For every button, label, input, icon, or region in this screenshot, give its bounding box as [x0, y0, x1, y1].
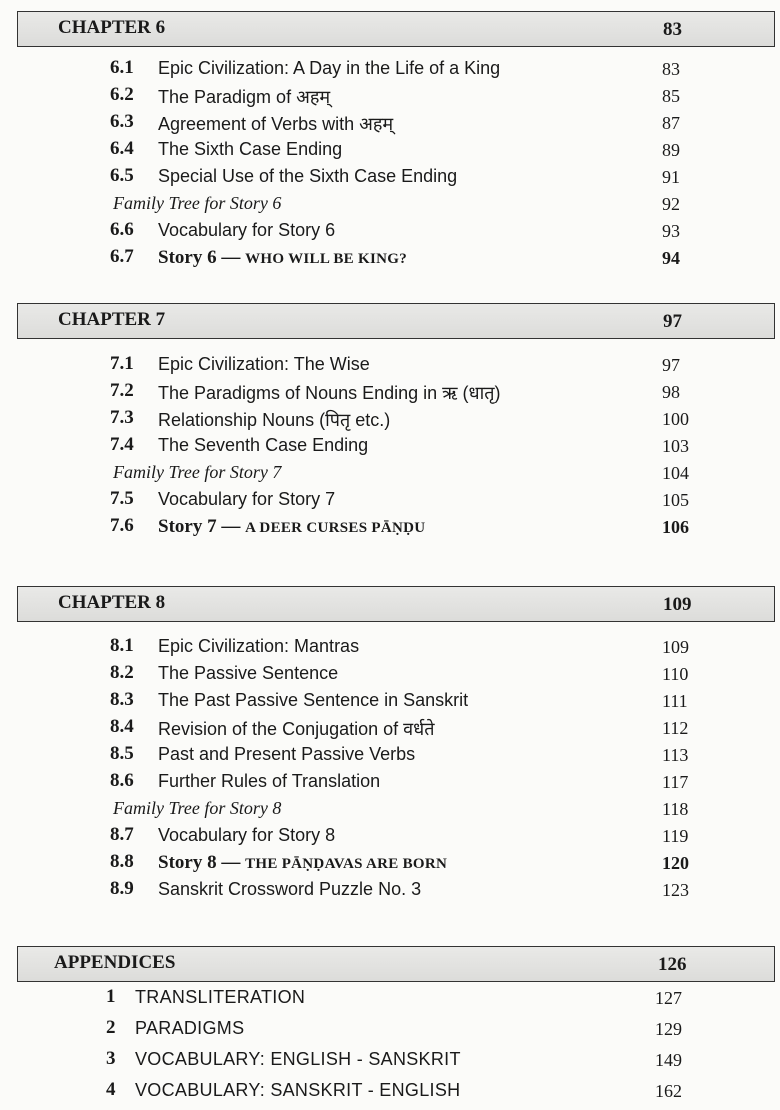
- toc-entry: [0, 770, 780, 797]
- entry-label-text: Past and Present Passive Verbs: [158, 744, 416, 764]
- entry-label: [158, 516, 425, 538]
- story-title: A DEER CURSES PĀṆḌU: [245, 520, 426, 536]
- toc-entry: [0, 461, 780, 488]
- chapter-title: CHAPTER 8: [58, 592, 166, 613]
- entry-number: 8.4: [110, 716, 134, 737]
- entry-label: [158, 717, 435, 741]
- entry-page: 92: [662, 194, 680, 214]
- entry-label: [158, 408, 390, 432]
- toc-entry: [0, 851, 780, 878]
- entry-number: 7.4: [110, 434, 134, 455]
- entry-page: 129: [655, 1019, 682, 1039]
- entry-label: [158, 381, 501, 405]
- entry-number: 8.8: [110, 851, 134, 872]
- entry-label-text: VOCABULARY: SANSKRIT - ENGLISH: [135, 1080, 461, 1100]
- entry-number: 8.5: [110, 743, 134, 764]
- entry-label-text: Family Tree for Story 6: [113, 193, 282, 213]
- story-title: THE PĀṆḌAVAS ARE BORN: [245, 856, 448, 872]
- toc-entry: [0, 488, 780, 515]
- entry-page: 109: [662, 637, 689, 657]
- entry-number: 6.5: [110, 165, 134, 186]
- entry-label-text: Epic Civilization: The Wise: [158, 354, 370, 374]
- entry-page: 94: [662, 248, 680, 268]
- entry-page: 103: [662, 436, 689, 456]
- entry-page: 149: [655, 1050, 682, 1070]
- entry-page: 93: [662, 221, 680, 241]
- entry-label: [158, 663, 338, 684]
- appendices-entries: [0, 986, 780, 1110]
- entry-label-text: Vocabulary for Story 7: [158, 489, 336, 509]
- entry-label-text: Epic Civilization: Mantras: [158, 636, 360, 656]
- entry-page: 162: [655, 1081, 682, 1101]
- entry-label: [158, 744, 415, 765]
- entry-label-text: The Passive Sentence: [158, 663, 339, 683]
- entry-label-text: Vocabulary for Story 8: [158, 825, 336, 845]
- entry-page: 100: [662, 409, 689, 429]
- entry-number: 6.1: [110, 57, 134, 78]
- entry-label: [158, 220, 335, 241]
- entry-page: 104: [662, 463, 689, 483]
- entry-label-text: Special Use of the Sixth Case Ending: [158, 166, 458, 186]
- entry-label: [135, 1080, 460, 1101]
- entry-label-text: Story 6 —: [158, 247, 246, 268]
- toc-entry: [0, 57, 780, 84]
- toc-entry: [0, 515, 780, 542]
- toc-entry: [0, 662, 780, 689]
- entry-page: 112: [662, 718, 689, 738]
- toc-entry: [0, 434, 780, 461]
- entry-label-text: Story 8 —: [158, 852, 246, 873]
- entry-number: 8.6: [110, 770, 134, 791]
- toc-entry: [0, 689, 780, 716]
- entry-label-text: The Sixth Case Ending: [158, 139, 343, 159]
- entry-label: [158, 85, 330, 109]
- entry-label: [113, 462, 281, 483]
- entry-label-text: Further Rules of Translation: [158, 771, 381, 791]
- toc-entry: [0, 1048, 780, 1079]
- entry-label: [158, 636, 359, 657]
- entry-number: 6.7: [110, 246, 134, 267]
- story-title: WHO WILL BE KING?: [245, 251, 408, 267]
- entry-label: [113, 193, 281, 214]
- toc-entry: [0, 1079, 780, 1110]
- entry-label: [158, 247, 407, 269]
- entry-label-text: Vocabulary for Story 6: [158, 220, 336, 240]
- entry-label-text: TRANSLITERATION: [135, 987, 306, 1007]
- entry-page: 118: [662, 799, 689, 819]
- entry-number: 7.2: [110, 380, 134, 401]
- entry-page: 97: [662, 355, 680, 375]
- entry-number: 3: [106, 1048, 116, 1069]
- entry-label: [158, 58, 500, 79]
- entry-page: 110: [662, 664, 689, 684]
- entry-number: 7.3: [110, 407, 134, 428]
- entry-label-text: Relationship Nouns (पितृ etc.): [158, 410, 391, 430]
- entry-label-text: Family Tree for Story 7: [113, 462, 282, 482]
- chapter-page: 109: [663, 594, 692, 615]
- chapter-page: 97: [663, 311, 682, 332]
- appendices-header: [17, 946, 775, 982]
- toc-entry: [0, 1017, 780, 1048]
- entry-page: 127: [655, 988, 682, 1008]
- entry-page: 111: [662, 691, 688, 711]
- entry-page: 83: [662, 59, 680, 79]
- toc-entry: [0, 797, 780, 824]
- entry-label-text: Revision of the Conjugation of वर्धते: [158, 719, 435, 739]
- toc-entry: [0, 111, 780, 138]
- entry-label-text: Story 7 —: [158, 516, 246, 537]
- entry-page: 120: [662, 853, 689, 873]
- chapter-title: CHAPTER 7: [58, 309, 166, 330]
- entry-page: 123: [662, 880, 689, 900]
- entry-label: [158, 771, 380, 792]
- entry-label: [158, 690, 468, 711]
- toc-entry: [0, 635, 780, 662]
- entry-label-text: VOCABULARY: ENGLISH - SANSKRIT: [135, 1049, 461, 1069]
- entry-label: [158, 166, 457, 187]
- entry-number: 8.7: [110, 824, 134, 845]
- entry-number: 6.4: [110, 138, 134, 159]
- chapter-7-header: [17, 303, 775, 339]
- toc-entry: [0, 380, 780, 407]
- toc-entry: [0, 353, 780, 380]
- entry-number: 2: [106, 1017, 116, 1038]
- toc-entry: [0, 138, 780, 165]
- entry-page: 87: [662, 113, 680, 133]
- entry-label: [158, 825, 335, 846]
- entry-number: 6.6: [110, 219, 134, 240]
- toc-entry: [0, 824, 780, 851]
- entry-number: 6.3: [110, 111, 134, 132]
- entry-number: 8.9: [110, 878, 134, 899]
- toc-entry: [0, 192, 780, 219]
- entry-page: 98: [662, 382, 680, 402]
- toc-entry: [0, 986, 780, 1017]
- entry-label-text: The Paradigms of Nouns Ending in ऋ (धातृ): [158, 383, 501, 403]
- entry-label: [158, 112, 393, 136]
- entry-page: 91: [662, 167, 680, 187]
- chapter-8-header: [17, 586, 775, 622]
- entry-number: 8.2: [110, 662, 134, 683]
- chapter-6-entries: [0, 57, 780, 273]
- toc-entry: [0, 246, 780, 273]
- entry-label: [158, 139, 342, 160]
- chapter-7-entries: [0, 353, 780, 542]
- entry-label-text: Epic Civilization: A Day in the Life of a King: [158, 58, 501, 78]
- entry-number: 7.6: [110, 515, 134, 536]
- entry-label: [113, 798, 281, 819]
- entry-label-text: Family Tree for Story 8: [113, 798, 282, 818]
- entry-label: [158, 489, 335, 510]
- toc-entry: [0, 84, 780, 111]
- chapter-title: CHAPTER 6: [58, 17, 166, 38]
- entry-label-text: The Paradigm of अहम्: [158, 87, 331, 107]
- entry-label: [158, 879, 421, 900]
- entry-number: 6.2: [110, 84, 134, 105]
- entry-page: 106: [662, 517, 689, 537]
- entry-number: 8.3: [110, 689, 134, 710]
- appendices-title: APPENDICES: [54, 952, 176, 973]
- entry-number: 1: [106, 986, 116, 1007]
- entry-label-text: The Seventh Case Ending: [158, 435, 369, 455]
- entry-page: 113: [662, 745, 689, 765]
- chapter-page: 83: [663, 19, 682, 40]
- entry-label-text: The Past Passive Sentence in Sanskrit: [158, 690, 469, 710]
- entry-label: [135, 1018, 244, 1039]
- toc-entry: [0, 743, 780, 770]
- entry-number: 8.1: [110, 635, 134, 656]
- toc-entry: [0, 878, 780, 905]
- toc-entry: [0, 165, 780, 192]
- entry-label-text: Sanskrit Crossword Puzzle No. 3: [158, 879, 422, 899]
- entry-page: 85: [662, 86, 680, 106]
- chapter-6-header: [17, 11, 775, 47]
- entry-label: [135, 987, 305, 1008]
- entry-page: 117: [662, 772, 689, 792]
- entry-label: [158, 435, 368, 456]
- entry-number: 7.5: [110, 488, 134, 509]
- entry-label-text: PARADIGMS: [135, 1018, 245, 1038]
- entry-number: 4: [106, 1079, 116, 1100]
- entry-label: [158, 354, 370, 375]
- entry-page: 89: [662, 140, 680, 160]
- entry-page: 105: [662, 490, 689, 510]
- entry-label: [135, 1049, 461, 1070]
- entry-page: 119: [662, 826, 689, 846]
- chapter-8-entries: [0, 635, 780, 905]
- entry-number: 7.1: [110, 353, 134, 374]
- entry-label: [158, 852, 447, 874]
- appendices-page: 126: [658, 954, 687, 975]
- toc-entry: [0, 219, 780, 246]
- entry-label-text: Agreement of Verbs with अहम्: [158, 114, 394, 134]
- toc-entry: [0, 407, 780, 434]
- toc-entry: [0, 716, 780, 743]
